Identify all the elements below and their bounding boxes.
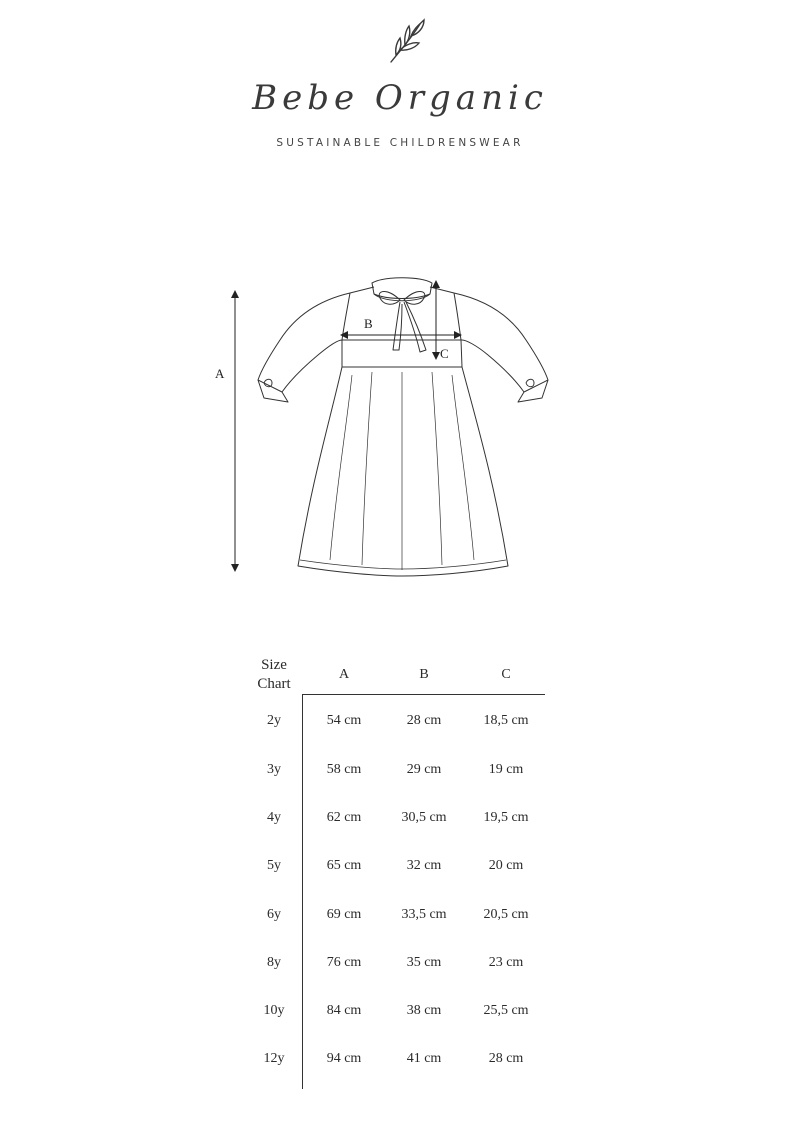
value-b-cell: 33,5 cm	[401, 907, 447, 922]
value-c-cell: 25,5 cm	[483, 1003, 529, 1018]
value-c-cell: 19,5 cm	[483, 810, 529, 825]
value-a-cell: 54 cm	[326, 713, 362, 728]
value-c-cell: 19 cm	[488, 762, 524, 777]
label-a: A	[215, 366, 225, 381]
dress-with-bow-icon	[258, 278, 548, 576]
column-header-a: A	[338, 667, 350, 682]
table-column-divider	[302, 694, 303, 1089]
value-b-cell: 35 cm	[406, 955, 442, 970]
size-cell: 2y	[267, 713, 281, 728]
brand-name: Bebe Organic	[252, 78, 548, 118]
size-chart-title: Size Chart	[257, 657, 291, 692]
value-a-cell: 94 cm	[326, 1051, 362, 1066]
value-b-cell: 38 cm	[406, 1003, 442, 1018]
value-b-cell: 32 cm	[406, 858, 442, 873]
size-cell: 6y	[267, 907, 281, 922]
size-cell: 8y	[267, 955, 281, 970]
value-b-cell: 41 cm	[406, 1051, 442, 1066]
table-row	[0, 955, 800, 975]
value-b-cell: 28 cm	[406, 713, 442, 728]
column-header-c: C	[501, 667, 511, 682]
value-a-cell: 65 cm	[326, 858, 362, 873]
size-cell: 4y	[267, 810, 281, 825]
size-cell: 3y	[267, 762, 281, 777]
table-row	[0, 1003, 800, 1023]
table-header-divider	[302, 694, 545, 695]
value-a-cell: 69 cm	[326, 907, 362, 922]
label-b: B	[364, 316, 373, 331]
size-cell: 5y	[267, 858, 281, 873]
size-cell: 10y	[263, 1003, 285, 1018]
brand-tagline: SUSTAINABLE CHILDRENSWEAR	[276, 137, 524, 149]
table-row	[0, 858, 800, 878]
value-b-cell: 30,5 cm	[401, 810, 447, 825]
value-c-cell: 18,5 cm	[483, 713, 529, 728]
value-c-cell: 20,5 cm	[483, 907, 529, 922]
value-a-cell: 58 cm	[326, 762, 362, 777]
table-row	[0, 762, 800, 782]
value-a-cell: 76 cm	[326, 955, 362, 970]
dress-diagram	[0, 270, 800, 590]
value-c-cell: 23 cm	[488, 955, 524, 970]
table-row	[0, 907, 800, 927]
size-cell: 12y	[263, 1051, 285, 1066]
value-b-cell: 29 cm	[406, 762, 442, 777]
value-c-cell: 20 cm	[488, 858, 524, 873]
value-c-cell: 28 cm	[488, 1051, 524, 1066]
value-a-cell: 62 cm	[326, 810, 362, 825]
table-row	[0, 1051, 800, 1071]
table-row	[0, 810, 800, 830]
value-a-cell: 84 cm	[326, 1003, 362, 1018]
table-row	[0, 713, 800, 733]
column-header-b: B	[419, 667, 429, 682]
label-c: C	[440, 346, 449, 361]
